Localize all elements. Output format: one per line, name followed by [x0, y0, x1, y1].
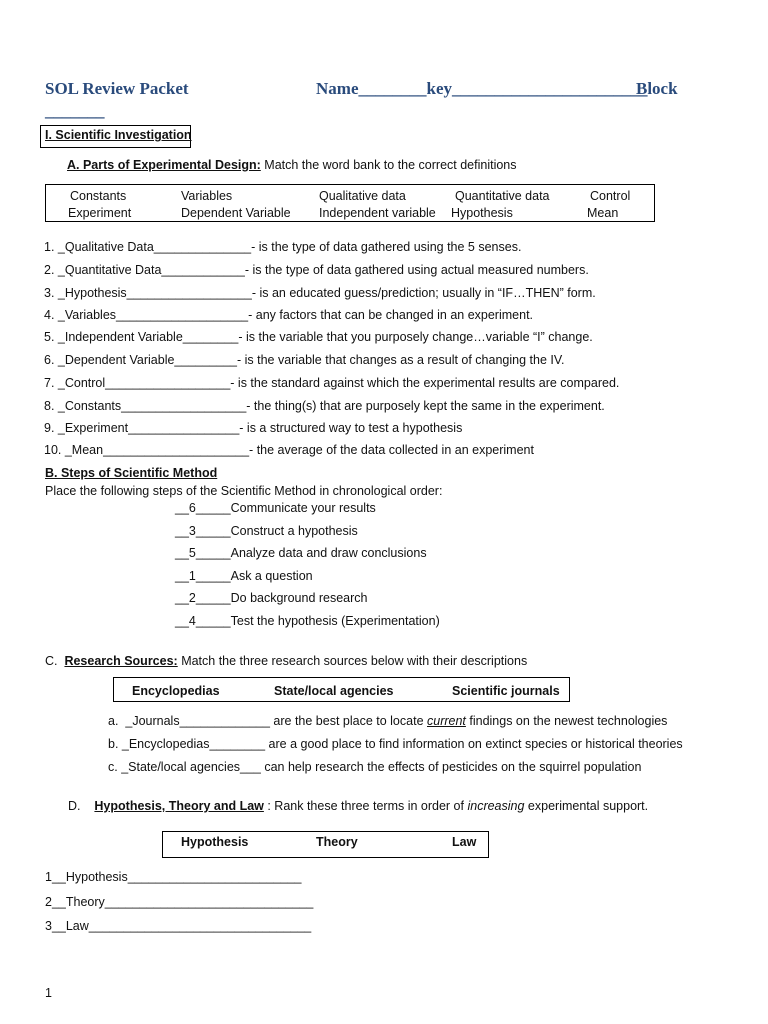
method-step: __1_____Ask a question	[175, 569, 313, 583]
part-a-instruction: Match the word bank to the correct definitions	[260, 158, 517, 172]
part-d-instruction: : Rank these three terms in order of	[263, 799, 468, 813]
method-step: __3_____Construct a hypothesis	[175, 524, 358, 538]
method-step: __6_____Communicate your results	[175, 501, 376, 515]
part-a-heading-line	[67, 158, 517, 172]
definition-item: 5. _Independent Variable________- is the variable that you purposely change…variable “I” change.	[44, 330, 593, 344]
part-c-instruction: Match the three research sources below with their descriptions	[177, 654, 528, 668]
source-item: State/local agencies	[274, 684, 394, 698]
term-item: Hypothesis	[181, 835, 249, 849]
name-field: Name________key_______________________	[316, 79, 648, 98]
word-bank-item: Quantitative data	[455, 189, 550, 203]
source-description: c. _State/local agencies___ can help research the effects of pesticides on the squirrel population	[108, 760, 642, 774]
source-description-text: findings on the newest technologies	[465, 714, 668, 728]
word-bank-item: Control	[590, 189, 631, 203]
part-b-heading: B. Steps of Scientific Method	[45, 466, 218, 480]
part-a-heading: A. Parts of Experimental Design:	[67, 158, 261, 172]
part-c-heading: Research Sources:	[64, 654, 178, 668]
definition-item: 4. _Variables___________________- any factors that can be changed in an experiment.	[44, 308, 534, 322]
ranking-answer: 2__Theory______________________________	[45, 895, 314, 909]
word-bank-item: Constants	[70, 189, 127, 203]
part-c-heading-line	[45, 654, 527, 668]
definition-item: 1. _Qualitative Data______________- is the type of data gathered using the 5 senses.	[44, 240, 522, 254]
section-title: I. Scientific Investigation	[45, 128, 192, 142]
source-item: Encyclopedias	[132, 684, 220, 698]
part-d-heading: Hypothesis, Theory and Law	[94, 799, 264, 813]
word-bank-item: Hypothesis	[451, 206, 513, 220]
method-step: __4_____Test the hypothesis (Experimentation)	[175, 614, 440, 628]
method-step: __2_____Do background research	[175, 591, 368, 605]
page-number: 1	[45, 986, 52, 1000]
block-label: Block	[636, 79, 678, 98]
method-step: __5_____Analyze data and draw conclusions	[175, 546, 427, 560]
ranking-answer: 1__Hypothesis_________________________	[45, 870, 302, 884]
word-bank-item: Experiment	[68, 206, 132, 220]
part-d-instruction-end: experimental support.	[524, 799, 649, 813]
source-description-emphasis: current	[427, 714, 466, 728]
ranking-answer: 3__Law________________________________	[45, 919, 312, 933]
block-line: _______	[45, 101, 105, 120]
definition-item: 10. _Mean_____________________- the average of the data collected in an experiment	[44, 443, 534, 457]
word-bank-item: Qualitative data	[319, 189, 406, 203]
source-description: b. _Encyclopedias________ are a good place to find information on extinct species or historical theories	[108, 737, 683, 751]
part-d-prefix: D.	[68, 799, 95, 813]
word-bank-item: Dependent Variable	[181, 206, 291, 220]
definition-item: 2. _Quantitative Data____________- is the type of data gathered using actual measured numbers.	[44, 263, 589, 277]
source-description-text: a. _Journals_____________ are the best place to locate	[108, 714, 427, 728]
part-d-instruction-emphasis: increasing	[467, 799, 525, 813]
term-item: Theory	[316, 835, 358, 849]
definition-item: 6. _Dependent Variable_________- is the variable that changes as a result of changing the IV.	[44, 353, 565, 367]
part-b-instruction: Place the following steps of the Scientific Method in chronological order:	[45, 484, 443, 498]
source-item: Scientific journals	[452, 684, 560, 698]
word-bank-item: Mean	[587, 206, 619, 220]
part-d-heading-line	[68, 799, 648, 813]
definition-item: 8. _Constants__________________- the thing(s) that are purposely kept the same in the experiment.	[44, 399, 605, 413]
word-bank-item: Variables	[181, 189, 233, 203]
definition-item: 9. _Experiment________________- is a structured way to test a hypothesis	[44, 421, 463, 435]
definition-item: 7. _Control__________________- is the standard against which the experimental results are compared.	[44, 376, 620, 390]
definition-item: 3. _Hypothesis__________________- is an educated guess/prediction; usually in “IF…THEN” form.	[44, 286, 596, 300]
source-description	[108, 714, 667, 728]
part-c-prefix: C.	[45, 654, 65, 668]
word-bank-item: Independent variable	[319, 206, 436, 220]
packet-title: SOL Review Packet	[45, 79, 189, 98]
term-item: Law	[452, 835, 477, 849]
